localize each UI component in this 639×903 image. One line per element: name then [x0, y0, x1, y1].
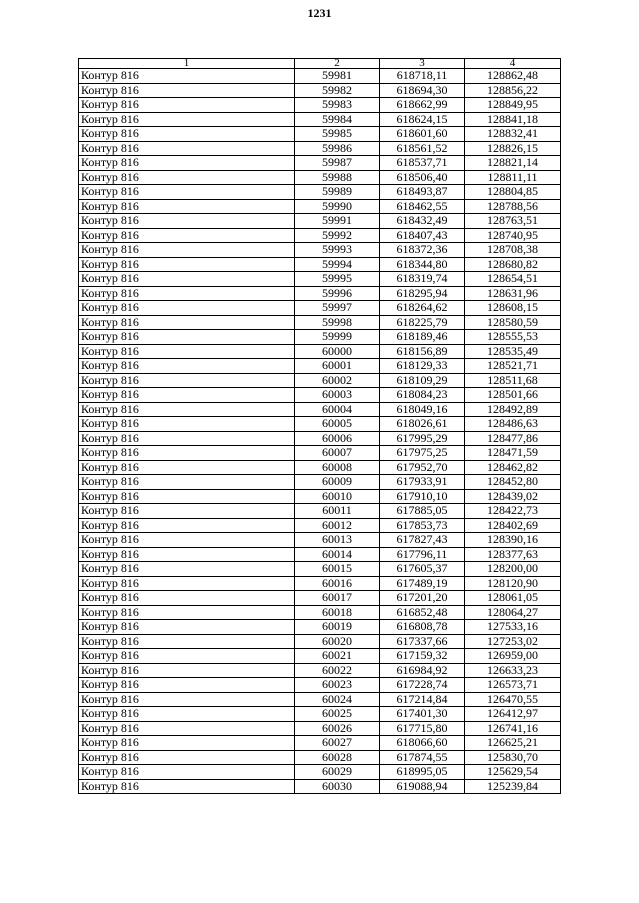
y-coordinate-cell: 128811,11 — [465, 170, 561, 185]
point-number-cell: 60001 — [295, 359, 380, 374]
y-coordinate-cell: 128555,53 — [465, 330, 561, 345]
contour-name-cell: Контур 816 — [79, 721, 295, 736]
contour-name-cell: Контур 816 — [79, 504, 295, 519]
y-coordinate-cell: 128708,38 — [465, 243, 561, 258]
table-row — [79, 199, 561, 214]
contour-name-cell: Контур 816 — [79, 243, 295, 258]
x-coordinate-cell: 618225,79 — [380, 315, 465, 330]
contour-name-cell: Контур 816 — [79, 286, 295, 301]
point-number-cell: 60009 — [295, 475, 380, 490]
y-coordinate-cell: 126625,21 — [465, 736, 561, 751]
y-coordinate-cell: 128580,59 — [465, 315, 561, 330]
table-row — [79, 460, 561, 475]
table-row — [79, 692, 561, 707]
table-row — [79, 446, 561, 461]
y-coordinate-cell: 128486,63 — [465, 417, 561, 432]
x-coordinate-cell: 618694,30 — [380, 83, 465, 98]
table-row — [79, 489, 561, 504]
point-number-cell: 59995 — [295, 272, 380, 287]
contour-name-cell: Контур 816 — [79, 576, 295, 591]
y-coordinate-cell: 128422,73 — [465, 504, 561, 519]
y-coordinate-cell: 128477,86 — [465, 431, 561, 446]
y-coordinate-cell: 128856,22 — [465, 83, 561, 98]
x-coordinate-cell: 617228,74 — [380, 678, 465, 693]
contour-name-cell: Контур 816 — [79, 214, 295, 229]
contour-name-cell: Контур 816 — [79, 750, 295, 765]
x-coordinate-cell: 618624,15 — [380, 112, 465, 127]
table-row — [79, 562, 561, 577]
contour-name-cell: Контур 816 — [79, 112, 295, 127]
table-row — [79, 431, 561, 446]
x-coordinate-cell: 618432,49 — [380, 214, 465, 229]
point-number-cell: 60002 — [295, 373, 380, 388]
table-row — [79, 388, 561, 403]
y-coordinate-cell: 126412,97 — [465, 707, 561, 722]
point-number-cell: 59985 — [295, 127, 380, 142]
contour-name-cell: Контур 816 — [79, 649, 295, 664]
x-coordinate-cell: 616852,48 — [380, 605, 465, 620]
contour-name-cell: Контур 816 — [79, 692, 295, 707]
point-number-cell: 60025 — [295, 707, 380, 722]
y-coordinate-cell: 128832,41 — [465, 127, 561, 142]
contour-name-cell: Контур 816 — [79, 634, 295, 649]
table-row — [79, 330, 561, 345]
table-row — [79, 504, 561, 519]
contour-name-cell: Контур 816 — [79, 141, 295, 156]
table-row — [79, 750, 561, 765]
point-number-cell: 59986 — [295, 141, 380, 156]
table-row — [79, 83, 561, 98]
contour-name-cell: Контур 816 — [79, 533, 295, 548]
table-row — [79, 272, 561, 287]
table-row — [79, 156, 561, 171]
contour-name-cell: Контур 816 — [79, 301, 295, 316]
contour-name-cell: Контур 816 — [79, 765, 295, 780]
x-coordinate-cell: 618493,87 — [380, 185, 465, 200]
y-coordinate-cell: 128841,18 — [465, 112, 561, 127]
table-row — [79, 359, 561, 374]
point-number-cell: 60003 — [295, 388, 380, 403]
table-row — [79, 98, 561, 113]
point-number-cell: 59984 — [295, 112, 380, 127]
y-coordinate-cell: 125629,54 — [465, 765, 561, 780]
x-coordinate-cell: 618344,80 — [380, 257, 465, 272]
x-coordinate-cell: 619088,94 — [380, 779, 465, 794]
point-number-cell: 60005 — [295, 417, 380, 432]
point-number-cell: 60028 — [295, 750, 380, 765]
point-number-cell: 59988 — [295, 170, 380, 185]
point-number-cell: 60011 — [295, 504, 380, 519]
column-header: 3 — [380, 59, 465, 69]
contour-name-cell: Контур 816 — [79, 315, 295, 330]
point-number-cell: 59983 — [295, 98, 380, 113]
x-coordinate-cell: 618264,62 — [380, 301, 465, 316]
x-coordinate-cell: 618084,23 — [380, 388, 465, 403]
point-number-cell: 60007 — [295, 446, 380, 461]
x-coordinate-cell: 618026,61 — [380, 417, 465, 432]
contour-name-cell: Контур 816 — [79, 547, 295, 562]
table-row — [79, 620, 561, 635]
x-coordinate-cell: 617715,80 — [380, 721, 465, 736]
contour-name-cell: Контур 816 — [79, 156, 295, 171]
y-coordinate-cell: 128061,05 — [465, 591, 561, 606]
contour-name-cell: Контур 816 — [79, 663, 295, 678]
x-coordinate-cell: 618066,60 — [380, 736, 465, 751]
table-row — [79, 518, 561, 533]
point-number-cell: 59982 — [295, 83, 380, 98]
column-header: 2 — [295, 59, 380, 69]
point-number-cell: 60014 — [295, 547, 380, 562]
x-coordinate-cell: 617827,43 — [380, 533, 465, 548]
x-coordinate-cell: 618718,11 — [380, 69, 465, 84]
contour-name-cell: Контур 816 — [79, 605, 295, 620]
point-number-cell: 59994 — [295, 257, 380, 272]
y-coordinate-cell: 128390,16 — [465, 533, 561, 548]
table-row — [79, 69, 561, 84]
point-number-cell: 59997 — [295, 301, 380, 316]
table-row — [79, 243, 561, 258]
y-coordinate-cell: 127533,16 — [465, 620, 561, 635]
table-row — [79, 663, 561, 678]
table-row — [79, 286, 561, 301]
table-row — [79, 141, 561, 156]
y-coordinate-cell: 128821,14 — [465, 156, 561, 171]
y-coordinate-cell: 126633,23 — [465, 663, 561, 678]
point-number-cell: 60000 — [295, 344, 380, 359]
contour-name-cell: Контур 816 — [79, 736, 295, 751]
table-row — [79, 344, 561, 359]
x-coordinate-cell: 618601,60 — [380, 127, 465, 142]
column-header: 1 — [79, 59, 295, 69]
x-coordinate-cell: 616984,92 — [380, 663, 465, 678]
contour-name-cell: Контур 816 — [79, 489, 295, 504]
table-row — [79, 257, 561, 272]
table-row — [79, 547, 561, 562]
y-coordinate-cell: 128501,66 — [465, 388, 561, 403]
y-coordinate-cell: 128654,51 — [465, 272, 561, 287]
table-row — [79, 605, 561, 620]
table-row — [79, 678, 561, 693]
x-coordinate-cell: 617853,73 — [380, 518, 465, 533]
contour-name-cell: Контур 816 — [79, 69, 295, 84]
table-row — [79, 185, 561, 200]
contour-name-cell: Контур 816 — [79, 83, 295, 98]
contour-name-cell: Контур 816 — [79, 620, 295, 635]
table-row — [79, 214, 561, 229]
x-coordinate-cell: 618156,89 — [380, 344, 465, 359]
y-coordinate-cell: 126470,55 — [465, 692, 561, 707]
contour-name-cell: Контур 816 — [79, 127, 295, 142]
x-coordinate-cell: 618407,43 — [380, 228, 465, 243]
table-row — [79, 373, 561, 388]
table-row — [79, 765, 561, 780]
y-coordinate-cell: 128521,71 — [465, 359, 561, 374]
point-number-cell: 60013 — [295, 533, 380, 548]
y-coordinate-cell: 128535,49 — [465, 344, 561, 359]
x-coordinate-cell: 618537,71 — [380, 156, 465, 171]
table-row — [79, 533, 561, 548]
coordinates-table — [78, 58, 561, 794]
point-number-cell: 60024 — [295, 692, 380, 707]
point-number-cell: 59998 — [295, 315, 380, 330]
x-coordinate-cell: 617605,37 — [380, 562, 465, 577]
point-number-cell: 60012 — [295, 518, 380, 533]
x-coordinate-cell: 617933,91 — [380, 475, 465, 490]
x-coordinate-cell: 617796,11 — [380, 547, 465, 562]
point-number-cell: 60015 — [295, 562, 380, 577]
column-header: 4 — [465, 59, 561, 69]
point-number-cell: 59993 — [295, 243, 380, 258]
point-number-cell: 60008 — [295, 460, 380, 475]
x-coordinate-cell: 618372,36 — [380, 243, 465, 258]
y-coordinate-cell: 128680,82 — [465, 257, 561, 272]
contour-name-cell: Контур 816 — [79, 402, 295, 417]
y-coordinate-cell: 126573,71 — [465, 678, 561, 693]
x-coordinate-cell: 618189,46 — [380, 330, 465, 345]
y-coordinate-cell: 128492,89 — [465, 402, 561, 417]
x-coordinate-cell: 616808,78 — [380, 620, 465, 635]
contour-name-cell: Контур 816 — [79, 98, 295, 113]
point-number-cell: 59996 — [295, 286, 380, 301]
contour-name-cell: Контур 816 — [79, 228, 295, 243]
y-coordinate-cell: 128377,63 — [465, 547, 561, 562]
contour-name-cell: Контур 816 — [79, 678, 295, 693]
x-coordinate-cell: 617489,19 — [380, 576, 465, 591]
table-row — [79, 779, 561, 794]
x-coordinate-cell: 618561,52 — [380, 141, 465, 156]
point-number-cell: 59990 — [295, 199, 380, 214]
x-coordinate-cell: 618462,55 — [380, 199, 465, 214]
point-number-cell: 60010 — [295, 489, 380, 504]
contour-name-cell: Контур 816 — [79, 707, 295, 722]
table-row — [79, 634, 561, 649]
contour-name-cell: Контур 816 — [79, 779, 295, 794]
point-number-cell: 60023 — [295, 678, 380, 693]
table-row — [79, 315, 561, 330]
x-coordinate-cell: 617401,30 — [380, 707, 465, 722]
x-coordinate-cell: 617337,66 — [380, 634, 465, 649]
point-number-cell: 59989 — [295, 185, 380, 200]
table-row — [79, 475, 561, 490]
y-coordinate-cell: 128608,15 — [465, 301, 561, 316]
contour-name-cell: Контур 816 — [79, 359, 295, 374]
y-coordinate-cell: 128804,85 — [465, 185, 561, 200]
contour-name-cell: Контур 816 — [79, 373, 295, 388]
y-coordinate-cell: 128849,95 — [465, 98, 561, 113]
contour-name-cell: Контур 816 — [79, 185, 295, 200]
x-coordinate-cell: 617995,29 — [380, 431, 465, 446]
x-coordinate-cell: 618995,05 — [380, 765, 465, 780]
contour-name-cell: Контур 816 — [79, 475, 295, 490]
point-number-cell: 60004 — [295, 402, 380, 417]
table-row — [79, 228, 561, 243]
x-coordinate-cell: 618506,40 — [380, 170, 465, 185]
table-row — [79, 736, 561, 751]
x-coordinate-cell: 618129,33 — [380, 359, 465, 374]
x-coordinate-cell: 617952,70 — [380, 460, 465, 475]
table-row — [79, 576, 561, 591]
y-coordinate-cell: 128631,96 — [465, 286, 561, 301]
y-coordinate-cell: 125830,70 — [465, 750, 561, 765]
table-row — [79, 402, 561, 417]
point-number-cell: 60019 — [295, 620, 380, 635]
y-coordinate-cell: 128862,48 — [465, 69, 561, 84]
point-number-cell: 59991 — [295, 214, 380, 229]
y-coordinate-cell: 128763,51 — [465, 214, 561, 229]
contour-name-cell: Контур 816 — [79, 330, 295, 345]
point-number-cell: 60030 — [295, 779, 380, 794]
point-number-cell: 59999 — [295, 330, 380, 345]
contour-name-cell: Контур 816 — [79, 272, 295, 287]
x-coordinate-cell: 617975,25 — [380, 446, 465, 461]
contour-name-cell: Контур 816 — [79, 344, 295, 359]
contour-name-cell: Контур 816 — [79, 431, 295, 446]
y-coordinate-cell: 128462,82 — [465, 460, 561, 475]
table-row — [79, 170, 561, 185]
contour-name-cell: Контур 816 — [79, 417, 295, 432]
point-number-cell: 60020 — [295, 634, 380, 649]
table-row — [79, 301, 561, 316]
point-number-cell: 59981 — [295, 69, 380, 84]
point-number-cell: 59987 — [295, 156, 380, 171]
y-coordinate-cell: 128788,56 — [465, 199, 561, 214]
y-coordinate-cell: 128439,02 — [465, 489, 561, 504]
point-number-cell: 60022 — [295, 663, 380, 678]
page-number: 1231 — [307, 6, 332, 20]
contour-name-cell: Контур 816 — [79, 518, 295, 533]
contour-name-cell: Контур 816 — [79, 170, 295, 185]
x-coordinate-cell: 617885,05 — [380, 504, 465, 519]
y-coordinate-cell: 126959,00 — [465, 649, 561, 664]
x-coordinate-cell: 618662,99 — [380, 98, 465, 113]
y-coordinate-cell: 128826,15 — [465, 141, 561, 156]
point-number-cell: 60029 — [295, 765, 380, 780]
x-coordinate-cell: 618049,16 — [380, 402, 465, 417]
table-row — [79, 417, 561, 432]
table-row — [79, 721, 561, 736]
y-coordinate-cell: 126741,16 — [465, 721, 561, 736]
point-number-cell: 60018 — [295, 605, 380, 620]
point-number-cell: 59992 — [295, 228, 380, 243]
contour-name-cell: Контур 816 — [79, 562, 295, 577]
x-coordinate-cell: 617910,10 — [380, 489, 465, 504]
contour-name-cell: Контур 816 — [79, 460, 295, 475]
point-number-cell: 60017 — [295, 591, 380, 606]
table-row — [79, 591, 561, 606]
point-number-cell: 60006 — [295, 431, 380, 446]
contour-name-cell: Контур 816 — [79, 199, 295, 214]
y-coordinate-cell: 125239,84 — [465, 779, 561, 794]
point-number-cell: 60021 — [295, 649, 380, 664]
y-coordinate-cell: 128402,69 — [465, 518, 561, 533]
point-number-cell: 60027 — [295, 736, 380, 751]
y-coordinate-cell: 128120,90 — [465, 576, 561, 591]
x-coordinate-cell: 618319,74 — [380, 272, 465, 287]
x-coordinate-cell: 618109,29 — [380, 373, 465, 388]
contour-name-cell: Контур 816 — [79, 257, 295, 272]
table-row — [79, 127, 561, 142]
table-row — [79, 112, 561, 127]
y-coordinate-cell: 128511,68 — [465, 373, 561, 388]
x-coordinate-cell: 617214,84 — [380, 692, 465, 707]
contour-name-cell: Контур 816 — [79, 446, 295, 461]
contour-name-cell: Контур 816 — [79, 388, 295, 403]
point-number-cell: 60016 — [295, 576, 380, 591]
x-coordinate-cell: 617159,32 — [380, 649, 465, 664]
point-number-cell: 60026 — [295, 721, 380, 736]
y-coordinate-cell: 128471,59 — [465, 446, 561, 461]
contour-name-cell: Контур 816 — [79, 591, 295, 606]
y-coordinate-cell: 128064,27 — [465, 605, 561, 620]
x-coordinate-cell: 617201,20 — [380, 591, 465, 606]
table-row — [79, 707, 561, 722]
table-header-row — [79, 59, 561, 69]
y-coordinate-cell: 127253,02 — [465, 634, 561, 649]
y-coordinate-cell: 128200,00 — [465, 562, 561, 577]
x-coordinate-cell: 618295,94 — [380, 286, 465, 301]
y-coordinate-cell: 128740,95 — [465, 228, 561, 243]
table-row — [79, 649, 561, 664]
y-coordinate-cell: 128452,80 — [465, 475, 561, 490]
x-coordinate-cell: 617874,55 — [380, 750, 465, 765]
